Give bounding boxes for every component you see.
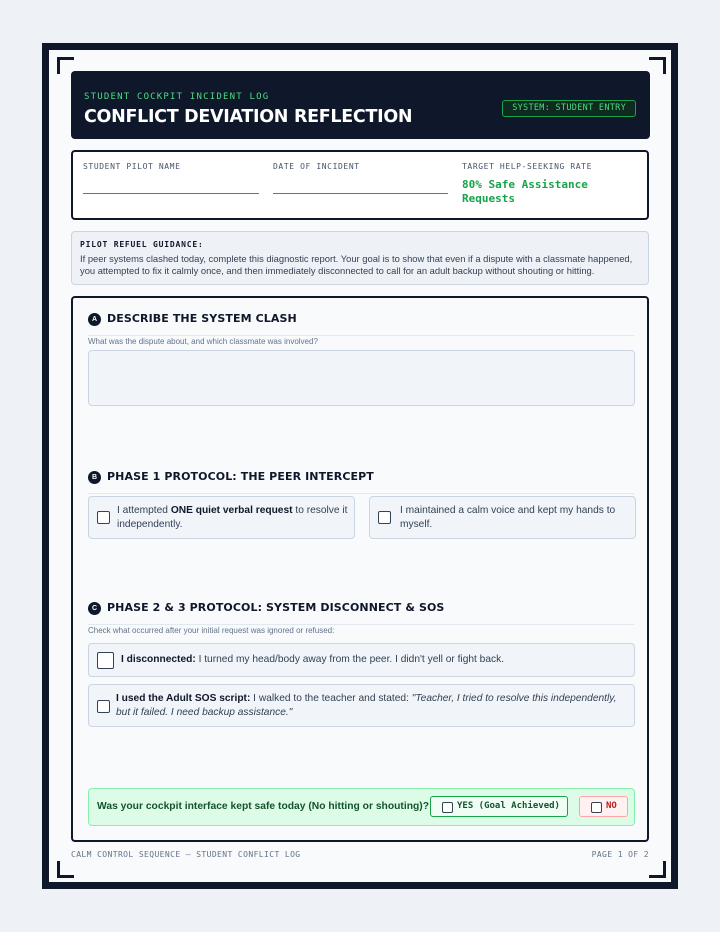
section-c-header: [88, 602, 634, 625]
incident-date-line[interactable]: [273, 193, 448, 194]
section-b-title: PHASE 1 PROTOCOL: THE PEER INTERCEPT: [107, 470, 374, 483]
peer-intercept-option-1[interactable]: [88, 496, 355, 539]
section-a-title: DESCRIBE THE SYSTEM CLASH: [107, 312, 297, 325]
peer-intercept-option-2[interactable]: [369, 496, 636, 539]
no-label: NO: [606, 801, 617, 811]
target-rate-label: TARGET HELP-SEEKING RATE: [462, 162, 592, 171]
checkbox[interactable]: [97, 700, 110, 713]
guidance-body: If peer systems clashed today, complete this diagnostic report. Your goal is to show that even if a dispute with a classmate happened, you attempted to fix it calmly once, and then immediately disconnected to call for an adult backup without shouting or hitting.: [80, 253, 633, 276]
yes-label: YES (Goal Achieved): [457, 801, 560, 811]
goal-question: Was your cockpit interface kept safe today (No hitting or shouting)?: [97, 801, 430, 812]
corner-mark-top-right: [649, 57, 666, 74]
reflection-form: [71, 296, 649, 842]
student-name-label: STUDENT PILOT NAME: [83, 162, 181, 171]
section-c-marker: C: [88, 602, 101, 615]
adult-sos-option[interactable]: [88, 684, 635, 727]
section-a-help: What was the dispute about, and which classmate was involved?: [88, 337, 318, 346]
guidance-title: PILOT REFUEL GUIDANCE:: [80, 240, 204, 249]
page-number: PAGE 1 OF 2: [591, 850, 649, 859]
checkbox[interactable]: [97, 652, 114, 669]
checkbox[interactable]: [378, 511, 391, 524]
guidance-box: [71, 231, 649, 285]
footer-left: CALM CONTROL SEQUENCE — STUDENT CONFLICT LOG: [71, 850, 301, 859]
corner-mark-bottom-left: [57, 861, 74, 878]
section-a-marker: A: [88, 313, 101, 326]
clash-description-input[interactable]: [88, 350, 635, 406]
section-a-header: [88, 313, 634, 336]
student-info-box: [71, 150, 649, 220]
checkbox[interactable]: [591, 802, 602, 813]
header-kicker: STUDENT COCKPIT INCIDENT LOG: [84, 92, 270, 102]
checkbox[interactable]: [97, 511, 110, 524]
disconnect-option[interactable]: [88, 643, 635, 677]
page-title: CONFLICT DEVIATION REFLECTION: [84, 107, 413, 127]
target-rate: [462, 162, 632, 206]
corner-mark-bottom-right: [649, 861, 666, 878]
system-badge: SYSTEM: STUDENT ENTRY: [502, 100, 636, 117]
student-name-field[interactable]: [83, 162, 259, 194]
incident-date-label: DATE OF INCIDENT: [273, 162, 360, 171]
option-text: I disconnected: I turned my head/body away from the peer. I didn't yell or fight back.: [121, 654, 505, 665]
option-text: I used the Adult SOS script: I walked to the teacher and stated: "Teacher, I tried to resolve this independently, but it failed. I need backup assistance.": [116, 693, 617, 718]
option-text: I attempted ONE quiet verbal request to resolve it independently.: [117, 505, 348, 530]
target-rate-value: 80% Safe Assistance Requests: [462, 178, 588, 205]
incident-date-field[interactable]: [273, 162, 448, 194]
checkbox[interactable]: [442, 802, 453, 813]
section-c-title: PHASE 2 & 3 PROTOCOL: SYSTEM DISCONNECT & SOS: [107, 601, 445, 614]
student-name-line[interactable]: [83, 193, 259, 194]
option-text: I maintained a calm voice and kept my hands to myself.: [400, 505, 616, 530]
no-option[interactable]: [579, 796, 628, 817]
yes-goal-achieved-option[interactable]: [430, 796, 568, 817]
section-c-help: Check what occurred after your initial request was ignored or refused:: [88, 626, 335, 635]
goal-check-bar: [88, 788, 635, 826]
section-b-header: [88, 471, 634, 494]
section-b-marker: B: [88, 471, 101, 484]
header-banner: [71, 71, 650, 139]
